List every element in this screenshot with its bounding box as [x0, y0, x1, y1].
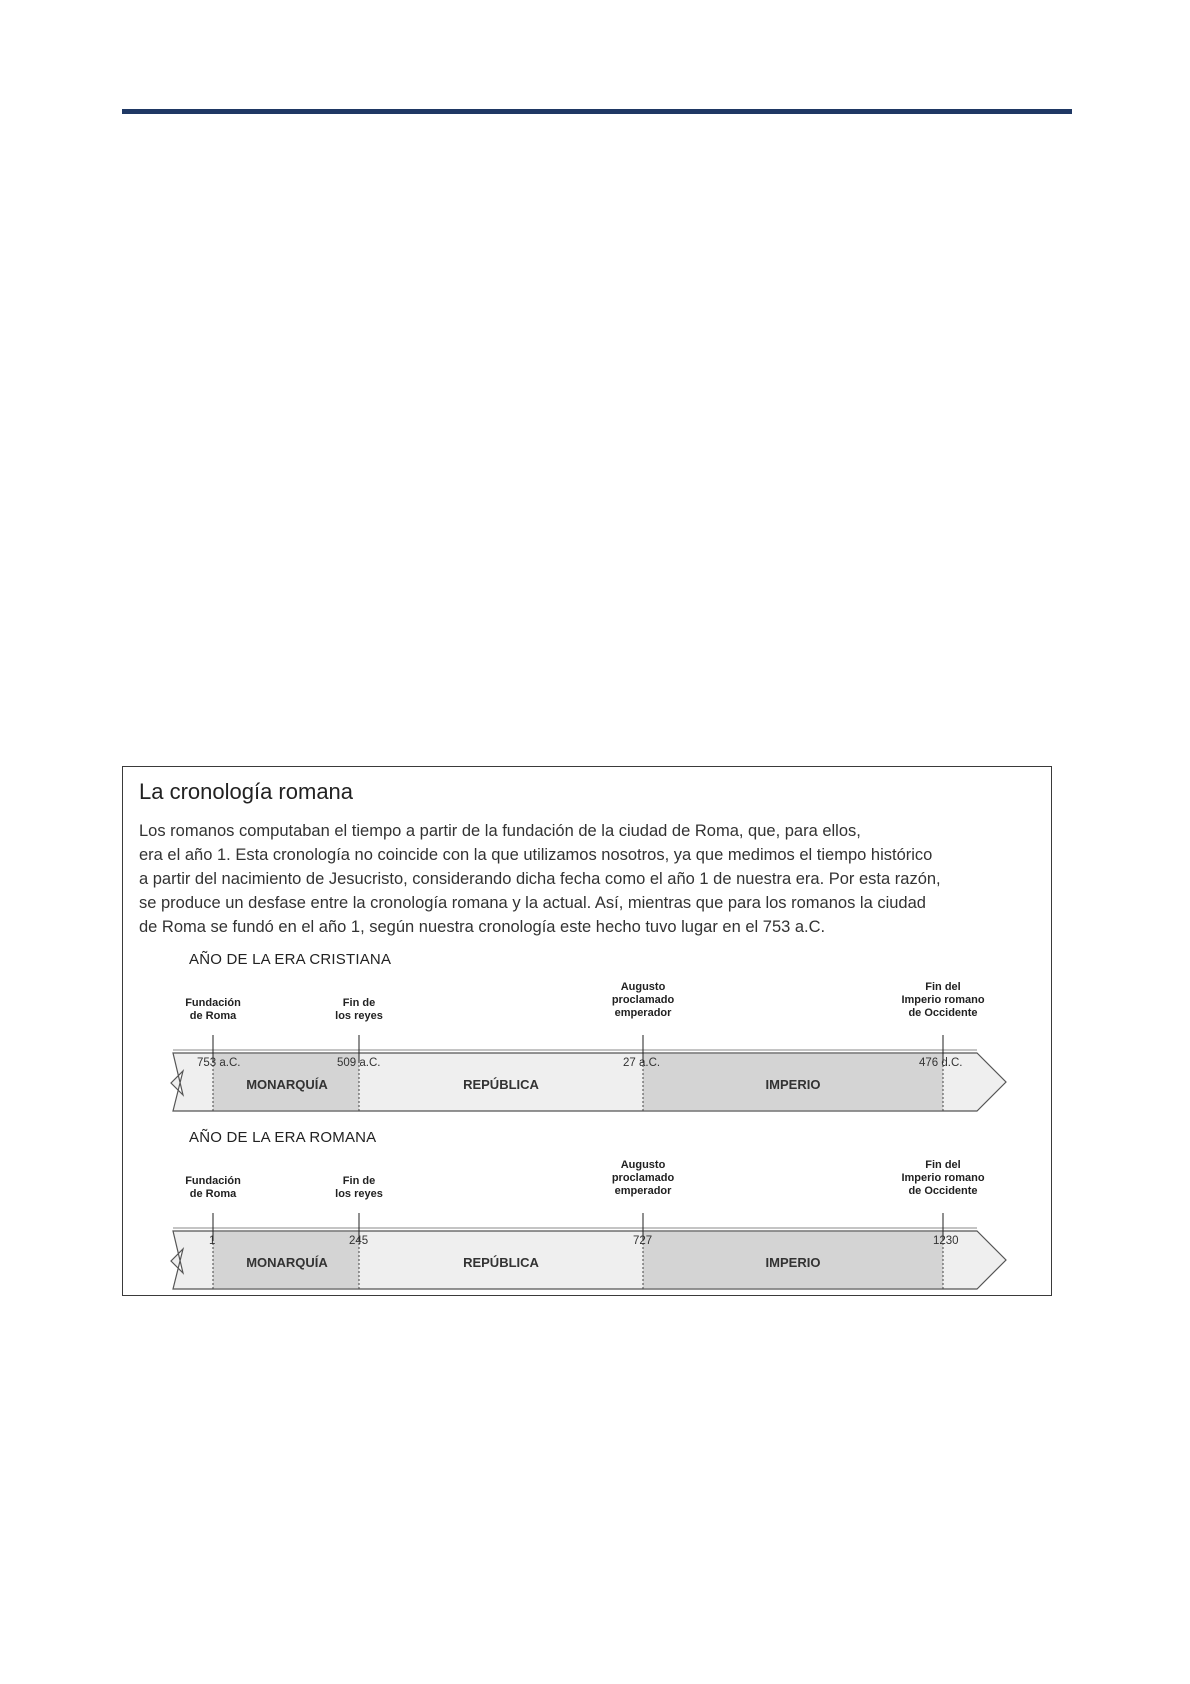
year-label: 27 a.C. [623, 1057, 661, 1069]
header-rule [122, 109, 1072, 114]
period-label: REPÚBLICA [463, 1255, 539, 1270]
paragraph-line: se produce un desfase entre la cronología romana y la actual. Así, mientras que para los romanos la ciudad [139, 894, 926, 912]
event-label-line: Fin de [342, 1175, 376, 1187]
event-label-line: proclamado [611, 1172, 675, 1184]
box-title: La cronología romana [139, 779, 354, 804]
event-label-line: los reyes [335, 1188, 383, 1200]
timeline-title: AÑO DE LA ERA CRISTIANA [189, 951, 392, 968]
period-label: MONARQUÍA [246, 1077, 328, 1092]
event-label-line: Fin del [925, 981, 961, 993]
event-label-line: Fundación [185, 997, 241, 1009]
chronology-box [122, 766, 1052, 1296]
event-label-line: Imperio romano [901, 994, 985, 1006]
event-label [185, 997, 241, 1023]
event-label-line: Imperio romano [901, 1172, 985, 1184]
event-label-line: de Roma [189, 1188, 237, 1200]
event-label [335, 1175, 383, 1201]
period-label: IMPERIO [765, 1255, 821, 1270]
event-label-line: Fin de [342, 997, 376, 1009]
event-label [901, 981, 984, 1020]
event-label-line: Augusto [620, 981, 666, 993]
timeline-arrow [123, 951, 1053, 1121]
year-label: 753 a.C. [197, 1057, 241, 1069]
period-label: REPÚBLICA [463, 1077, 539, 1092]
event-label [612, 981, 674, 1020]
event-label [612, 1159, 674, 1198]
timeline-title: AÑO DE LA ERA ROMANA [189, 1129, 377, 1146]
event-label-line: de Occidente [908, 1007, 978, 1019]
event-label-line: Fin del [925, 1159, 961, 1171]
year-label: 509 a.C. [337, 1057, 381, 1069]
year-label: 245 [349, 1235, 369, 1247]
event-label [185, 1175, 241, 1201]
period-label: IMPERIO [765, 1077, 821, 1092]
paragraph-line: era el año 1. Esta cronología no coincide con la que utilizamos nosotros, ya que medimos el tiempo histórico [139, 846, 933, 864]
event-label-line: de Occidente [908, 1185, 978, 1197]
event-label-line: Fundación [185, 1175, 241, 1187]
paragraph-line: Los romanos computaban el tiempo a partir de la fundación de la ciudad de Roma, que, para ellos, [139, 822, 861, 840]
box-paragraph [139, 819, 1039, 939]
paragraph-line: a partir del nacimiento de Jesucristo, considerando dicha fecha como el año 1 de nuestra era. Por esta razón, [139, 870, 941, 888]
timeline-arrow [123, 1129, 1053, 1299]
event-label-line: los reyes [335, 1010, 383, 1022]
timeline [123, 951, 1053, 1121]
year-label: 727 [633, 1235, 653, 1247]
year-label: 1230 [933, 1235, 959, 1247]
year-label: 476 d.C. [919, 1057, 963, 1069]
year-label: 1 [209, 1235, 216, 1247]
event-label-line: emperador [614, 1007, 672, 1019]
event-label-line: de Roma [189, 1010, 237, 1022]
event-label-line: Augusto [620, 1159, 666, 1171]
paragraph-line: de Roma se fundó en el año 1, según nuestra cronología este hecho tuvo lugar en el 753 a.C. [139, 918, 826, 936]
event-label [335, 997, 383, 1023]
event-label-line: proclamado [611, 994, 675, 1006]
timeline [123, 1129, 1053, 1299]
event-label-line: emperador [614, 1185, 672, 1197]
period-label: MONARQUÍA [246, 1255, 328, 1270]
event-label [901, 1159, 984, 1198]
